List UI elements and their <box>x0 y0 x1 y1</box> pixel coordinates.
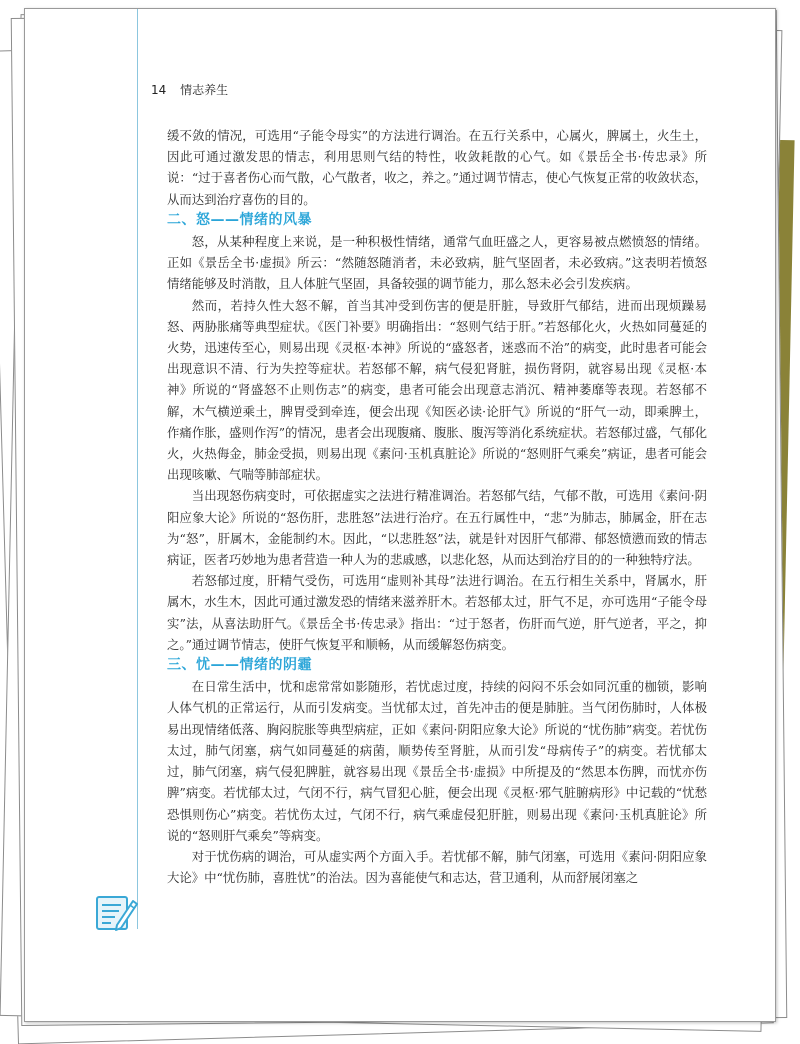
paragraph-2: 怒，从某种程度上来说，是一种积极性情绪，通常气血旺盛之人，更容易被点燃愤怒的情绪。正如《景岳全书·虚损》所云：“然随怒随消者，未必致病，脏气坚固者，未必致病。”这表明若愤怒情绪能够及时消散，且人体脏气坚固，具备较强的调节能力，那么怒未必会引发疾病。 <box>167 234 707 292</box>
section-heading-anger: 二、怒——情绪的风暴 <box>167 211 312 228</box>
running-header <box>151 81 228 98</box>
paragraph-4: 当出现怒伤病变时，可依据虚实之法进行精准调治。若怒郁气结，气郁不散，可选用《素问·阴阳应象大论》所说的“怒伤肝，悲胜怒”法进行治疗。在五行属性中，“悲”为肺志，肺属金，肝在志为“怒”，肝属木，金能制约木。因此，“以悲胜怒”法，就是针对因肝气郁滞、郁怒愤懑而致的情志病证，医者巧妙地为患者营造一种人为的悲戚感，以悲化怒，从而达到治疗目的的一种独特疗法。 <box>167 488 707 568</box>
page-body <box>167 125 707 888</box>
paragraph-7: 对于忧伤病的调治，可从虚实两个方面入手。若忧郁不解，肺气闭塞，可选用《素问·阴阳应象大论》中“忧伤肺，喜胜忧”的治法。因为喜能使气和志达，营卫通利，从而舒展闭塞之 <box>167 848 707 886</box>
paragraph-3: 然而，若持久性大怒不解，首当其冲受到伤害的便是肝脏，导致肝气郁结，进而出现烦躁易怒、两胁胀痛等典型症状。《医门补要》明确指出：“怒则气结于肝。”若怒郁化火，火热如同蔓延的火势，迅速传至心，则易出现《灵枢·本神》所说的“盛怒者，迷惑而不治”的病变，此时患者可能会出现意识不清、行为失控等症状。若怒郁不解，病气侵犯肾脏，损伤肾阴，就容易出现《灵枢·本神》所说的“肾盛怒不止则伤志”的病变，患者可能会出现意志消沉、精神萎靡等表现。若怒郁不解，木气横逆乘土，脾胃受到牵连，便会出现《知医必读·论肝气》所说的“肝气一动，即乘脾土，作痛作胀，盛则作泻”的情况，患者会出现腹痛、腹胀、腹泻等消化系统症状。若怒郁过盛，气郁化火，火热侮金，肺金受损，则易出现《素问·玉机真脏论》所说的“怒则肝气乘矣”病证，患者可能会出现咳嗽、气喘等肺部症状。 <box>167 297 707 483</box>
paragraph-1: 缓不敛的情况，可选用“子能令母实”的方法进行调治。在五行关系中，心属火，脾属土，火生土，因此可通过激发思的情志，利用思则气结的特性，收敛耗散的心气。如《景岳全书·传忠录》所说：“过于喜者伤心而气散，心气散者，收之，养之。”通过调节情志，使心气恢复正常的收敛状态，从而达到治疗喜伤的目的。 <box>167 128 707 207</box>
section-heading-worry: 三、忧——情绪的阴霾 <box>167 657 312 674</box>
paragraph-6: 在日常生活中，忧和虑常常如影随形，若忧虑过度，持续的闷闷不乐会如同沉重的枷锁，影响人体气机的正常运行，从而引发病变。当忧郁太过，首先冲击的便是肺脏。当气闭伤肺时，人体极易出现情绪低落、胸闷脘胀等典型病症，正如《素问·阴阳应象大论》所说的“忧伤肺”病变。若忧伤太过，肺气闭塞，病气如同蔓延的病菌，顺势传至肾脏，从而引发“母病传子”的病变。若忧郁太过，肺气闭塞，病气侵犯脾脏，就容易出现《景岳全书·虚损》中所提及的“然思本伤脾，而忧亦伤脾”病变。若忧郁太过，气闭不行，病气冒犯心脏，便会出现《灵枢·邪气脏腑病形》中记载的“忧愁恐惧则伤心”病变。若忧伤太过，气闭不行，病气乘虚侵犯肝脏，则易出现《素问·玉机真脏论》所说的“怒则肝气乘矣”等病变。 <box>167 679 707 843</box>
margin-rule <box>137 9 138 929</box>
paragraph-5: 若怒郁过度，肝精气受伤，可选用“虚则补其母”法进行调治。在五行相生关系中，肾属水，肝属木，水生木，因此可通过激发恐的情绪来滋养肝木。若怒郁太过，肝气不足，亦可选用“子能令母实”法，从喜法助肝气。《景岳全书·传忠录》指出：“过于怒者，伤肝而气逆，肝气逆者，平之，抑之。”通过调节情志，使肝气恢复平和顺畅，从而缓解怒伤病变。 <box>167 573 707 652</box>
notepad-pencil-icon <box>93 891 139 933</box>
book-title: 情志养生 <box>180 83 229 97</box>
book-page <box>24 8 776 1022</box>
page-number: 14 <box>151 83 167 97</box>
